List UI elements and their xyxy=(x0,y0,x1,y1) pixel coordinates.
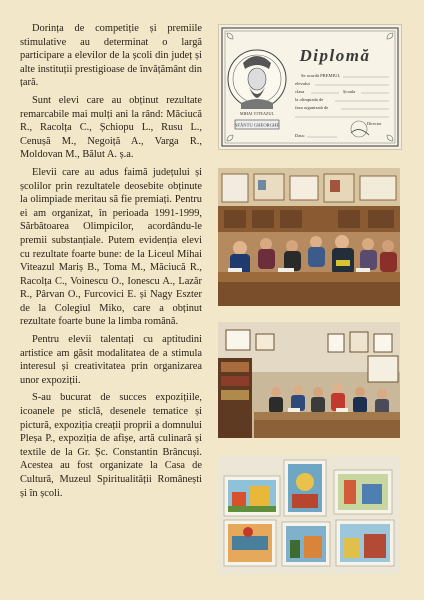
diploma-line-5: la olimpiada de xyxy=(295,97,324,102)
classroom-photo-2 xyxy=(218,322,400,438)
paragraph-5: S-au bucurat de succes expozițiile, icoanele pe sticlă, desenele tematice și pictură, expoziția creații proprii a domnului Pleșa P., expoziția de afișe, artă culinară și textile de la Gr. Șc. Constantin Brâncuși. Acestea au fost organizate la Casa de Cultură, Muzeul Spiritualității Românești și în școli. xyxy=(20,392,202,499)
classroom-photo-1-drawing xyxy=(218,168,400,306)
diploma-image xyxy=(218,24,402,150)
art-exhibition-drawing xyxy=(218,456,400,574)
diploma-drawing xyxy=(219,25,401,149)
classroom-photo-2-drawing xyxy=(218,322,400,438)
diploma-line-1: Se acordă PREMIUL xyxy=(301,73,341,78)
classroom-photo-1 xyxy=(218,168,400,306)
diploma-line-2: elevului xyxy=(295,81,310,86)
diploma-line-4: Școala xyxy=(343,89,356,94)
seal-emblem xyxy=(228,50,286,109)
diploma-director-label: Director xyxy=(367,121,382,126)
paragraph-4: Pentru elevii talentați cu aptitudini artistice am găsit modalitatea de a stimula interesul și creativitatea prin organizarea unor expoziții. xyxy=(20,334,202,386)
diploma-line-6: faza organizată de xyxy=(295,105,329,110)
seal-text: MIHAI VITEAZUL xyxy=(239,111,275,116)
diploma-date-label: Data: xyxy=(295,133,305,138)
article-text xyxy=(20,22,202,504)
diploma-line-3: clasa xyxy=(295,89,305,94)
paragraph-2: Sunt elevi care au obținut rezultate remarcabile mai mulți ani la rând: Măciucă R., Racolța C., Șchiopu L., Rusu L., Cenușă M., Negoiță A., Varga R., Moldovan M., Bălut A. ș.a. xyxy=(20,94,202,161)
paragraph-3: Elevii care au adus faimă județului și școlilor prin rezultatele deosebite obținute la olimpiade meritau să fie premiați. Pentru ei am organizat, în perioada 1991-1999, Sărbătoarea Olimpicilor, acordându-le premii substanțiale. Putem evidenția elevi cu rezultate foarte bune: de la Liceul Mihai Viteazul Mariș B., Toma M., Măciucă R., Racolța C., Voinescu O., Ionescu A., Lazăr R., Pârvan O., Furcovici E. și Nagy Eszter de la Colegiul Miko, care a obținut rezultate foarte bune la limba română. xyxy=(20,166,202,328)
art-exhibition-photo xyxy=(218,456,400,574)
paragraph-1: Dorința de competiție și premiile stimulative au determinat o largă participare a elevilor de la școli din județ și alte instituții prestigioase de învățământ din țară. xyxy=(20,23,202,89)
seal-banner: SFÂNTU GHEORGHE xyxy=(234,122,280,128)
diploma-title: Diplomă xyxy=(299,46,371,65)
